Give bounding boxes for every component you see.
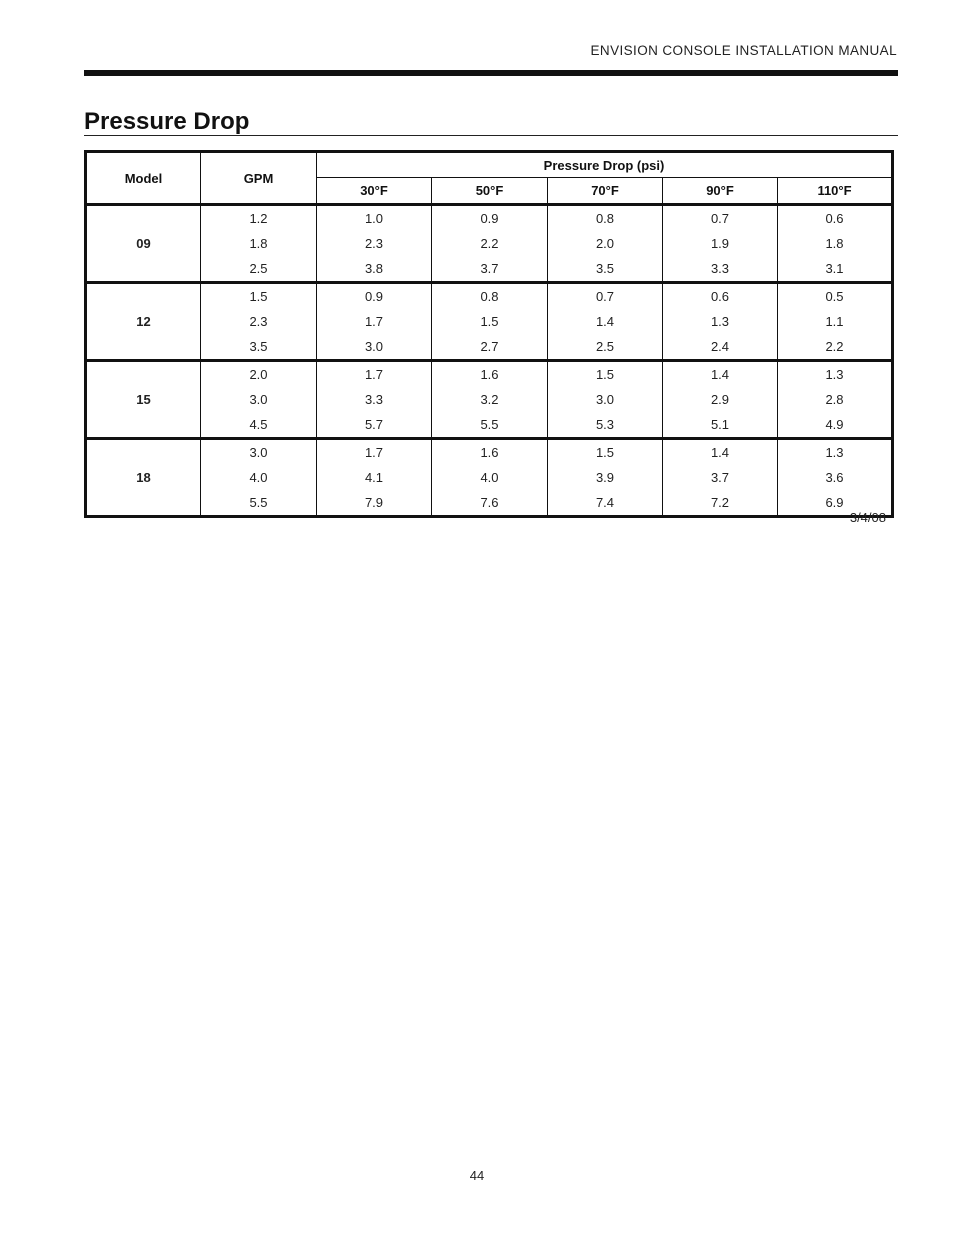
value-cell: 1.1 [825,314,844,329]
value-cell: 3.6 [825,470,844,485]
value-cell: 3.9 [548,465,663,490]
value-cell: 4.1 [317,465,432,490]
value-cell: 0.8 [432,283,548,310]
value-cell: 0.7 [663,205,778,232]
gpm-cell: 4.5 [201,412,317,439]
value-cell: 2.2 [825,339,844,354]
table-row [86,231,893,256]
value-cell: 2.4 [663,334,778,361]
value-cell: 1.9 [663,231,778,256]
value-cell: 5.7 [317,412,432,439]
header-rule [84,70,898,76]
value-cell: 0.9 [432,205,548,232]
pressure-drop-group-header: Pressure Drop (psi) [317,152,893,178]
value-cell: 2.8 [825,392,844,407]
value-cell: 1.4 [548,309,663,334]
value-cell: 2.5 [548,334,663,361]
value-cell: 1.6 [432,361,548,388]
section-title: Pressure Drop [84,108,250,135]
value-cell: 1.0 [317,205,432,232]
gpm-cell: 1.8 [201,231,317,256]
gpm-cell: 1.5 [201,283,317,310]
temp-header-90f: 90°F [663,178,778,205]
table-row [86,361,893,388]
temp-header-30f: 30°F [317,178,432,205]
value-cell: 2.2 [432,231,548,256]
gpm-cell: 3.0 [201,439,317,466]
value-cell: 5.1 [663,412,778,439]
value-cell: 4.9 [825,417,844,432]
value-cell: 4.0 [432,465,548,490]
value-cell: 3.0 [317,334,432,361]
value-cell: 1.7 [317,309,432,334]
model-cell: 18 [86,439,201,517]
gpm-cell: 3.5 [201,334,317,361]
table-row [86,334,893,361]
table-row [86,205,893,232]
gpm-column-header: GPM [201,152,317,205]
pressure-drop-table [84,150,894,518]
model-cell: 15 [86,361,201,439]
value-cell: 3.2 [432,387,548,412]
table-row [86,412,893,439]
value-cell: 1.5 [432,309,548,334]
model-column-header: Model [86,152,201,205]
value-cell: 6.9 [825,495,844,510]
value-cell: 5.3 [548,412,663,439]
table-row [86,283,893,310]
gpm-cell: 5.5 [201,490,317,517]
value-cell: 7.9 [317,490,432,517]
gpm-cell: 4.0 [201,465,317,490]
value-cell: 7.4 [548,490,663,517]
value-cell: 1.3 [663,309,778,334]
value-cell: 0.8 [548,205,663,232]
temp-header-110f: 110°F [817,183,852,198]
value-cell: 0.5 [778,283,893,310]
value-cell: 2.9 [663,387,778,412]
table-row [86,256,893,283]
value-cell: 1.7 [317,439,432,466]
value-cell: 1.5 [548,361,663,388]
value-cell: 2.0 [548,231,663,256]
table-row [86,490,893,517]
value-cell: 3.7 [663,465,778,490]
table-row [86,387,893,412]
gpm-cell: 2.3 [201,309,317,334]
temp-header-50f: 50°F [432,178,548,205]
value-cell: 0.9 [317,283,432,310]
gpm-cell: 2.0 [201,361,317,388]
section-rule [84,135,898,136]
gpm-cell: 2.5 [201,256,317,283]
value-cell: 3.7 [432,256,548,283]
value-cell: 0.6 [778,205,893,232]
revision-date: 3/4/08 [849,510,886,525]
value-cell: 5.5 [432,412,548,439]
value-cell: 3.3 [317,387,432,412]
value-cell: 3.8 [317,256,432,283]
temp-header-70f: 70°F [548,178,663,205]
value-cell: 3.5 [548,256,663,283]
value-cell: 1.4 [663,361,778,388]
value-cell: 1.4 [663,439,778,466]
table-row [86,439,893,466]
gpm-cell: 3.0 [201,387,317,412]
value-cell: 2.7 [432,334,548,361]
value-cell: 3.1 [825,261,844,276]
table-row [86,309,893,334]
manual-title: ENVISION CONSOLE INSTALLATION MANUAL [590,43,897,58]
value-cell: 1.3 [778,361,893,388]
value-cell: 1.3 [778,439,893,466]
page-number: 44 [469,1168,485,1183]
value-cell: 3.3 [663,256,778,283]
model-cell: 12 [86,283,201,361]
value-cell: 7.6 [432,490,548,517]
value-cell: 1.7 [317,361,432,388]
table-row [86,465,893,490]
value-cell: 3.0 [548,387,663,412]
value-cell: 1.8 [825,236,844,251]
value-cell: 7.2 [663,490,778,517]
model-cell: 09 [86,205,201,283]
value-cell: 1.6 [432,439,548,466]
gpm-cell: 1.2 [201,205,317,232]
value-cell: 0.7 [548,283,663,310]
value-cell: 0.6 [663,283,778,310]
value-cell: 2.3 [317,231,432,256]
value-cell: 1.5 [548,439,663,466]
